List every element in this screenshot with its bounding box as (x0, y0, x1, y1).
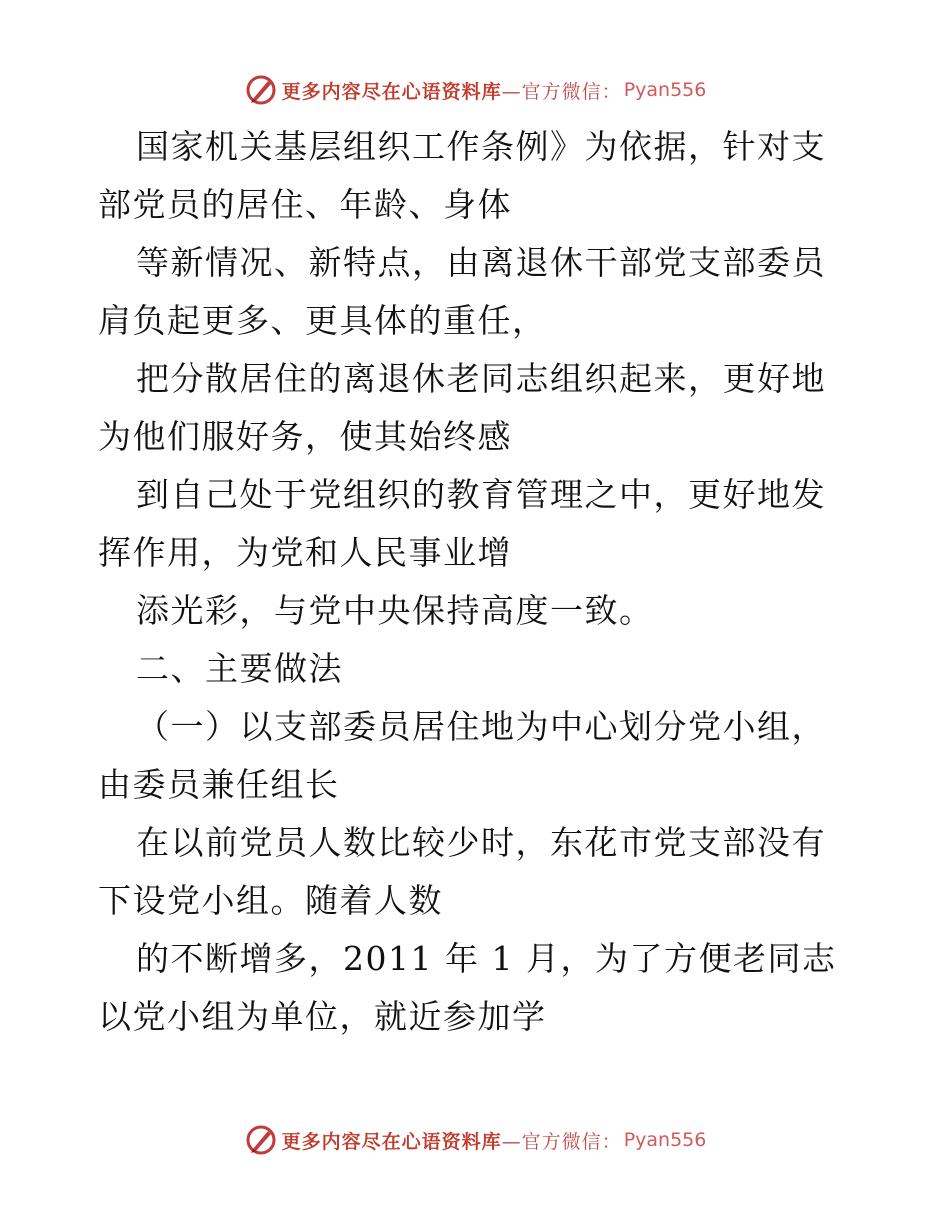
pen-logo-icon (244, 73, 278, 107)
watermark-wechat-account: Pyan556 (623, 79, 707, 101)
paragraph: 国家机关基层组织工作条例》为依据，针对支部党员的居住、年龄、身体 (98, 127, 826, 224)
paragraph: 等新情况、新特点，由离退休干部党支部委员肩负起更多、更具体的重任， (98, 243, 826, 340)
paragraph: 到自己处于党组织的教育管理之中，更好地发挥作用，为党和人民事业增 (98, 475, 826, 572)
paragraph: 添光彩，与党中央保持高度一致。 (136, 591, 654, 630)
paragraph: 在以前党员人数比较少时，东花市党支部没有下设党小组。随着人数 (98, 823, 826, 920)
watermark-wechat-label: —官方微信： (501, 1130, 622, 1153)
watermark-wechat-account: Pyan556 (623, 1129, 707, 1151)
pen-logo-icon (244, 1123, 278, 1157)
footer-watermark (0, 1120, 950, 1160)
paragraph: 把分散居住的离退休老同志组织起来，更好地为他们服好务，使其始终感 (98, 359, 826, 456)
watermark-site-name: 更多内容尽在心语资料库 (281, 80, 502, 103)
document-body (98, 118, 858, 1046)
paragraph: 的不断增多，2011 年 1 月，为了方便老同志以党小组为单位，就近参加学 (98, 939, 837, 1036)
header-watermark (0, 70, 950, 110)
subsection-heading: （一）以支部委员居住地为中心划分党小组，由委员兼任组长 (98, 707, 826, 804)
section-heading: 二、主要做法 (136, 649, 343, 688)
watermark-wechat-label: —官方微信： (501, 80, 622, 103)
watermark-site-name: 更多内容尽在心语资料库 (281, 1130, 502, 1153)
